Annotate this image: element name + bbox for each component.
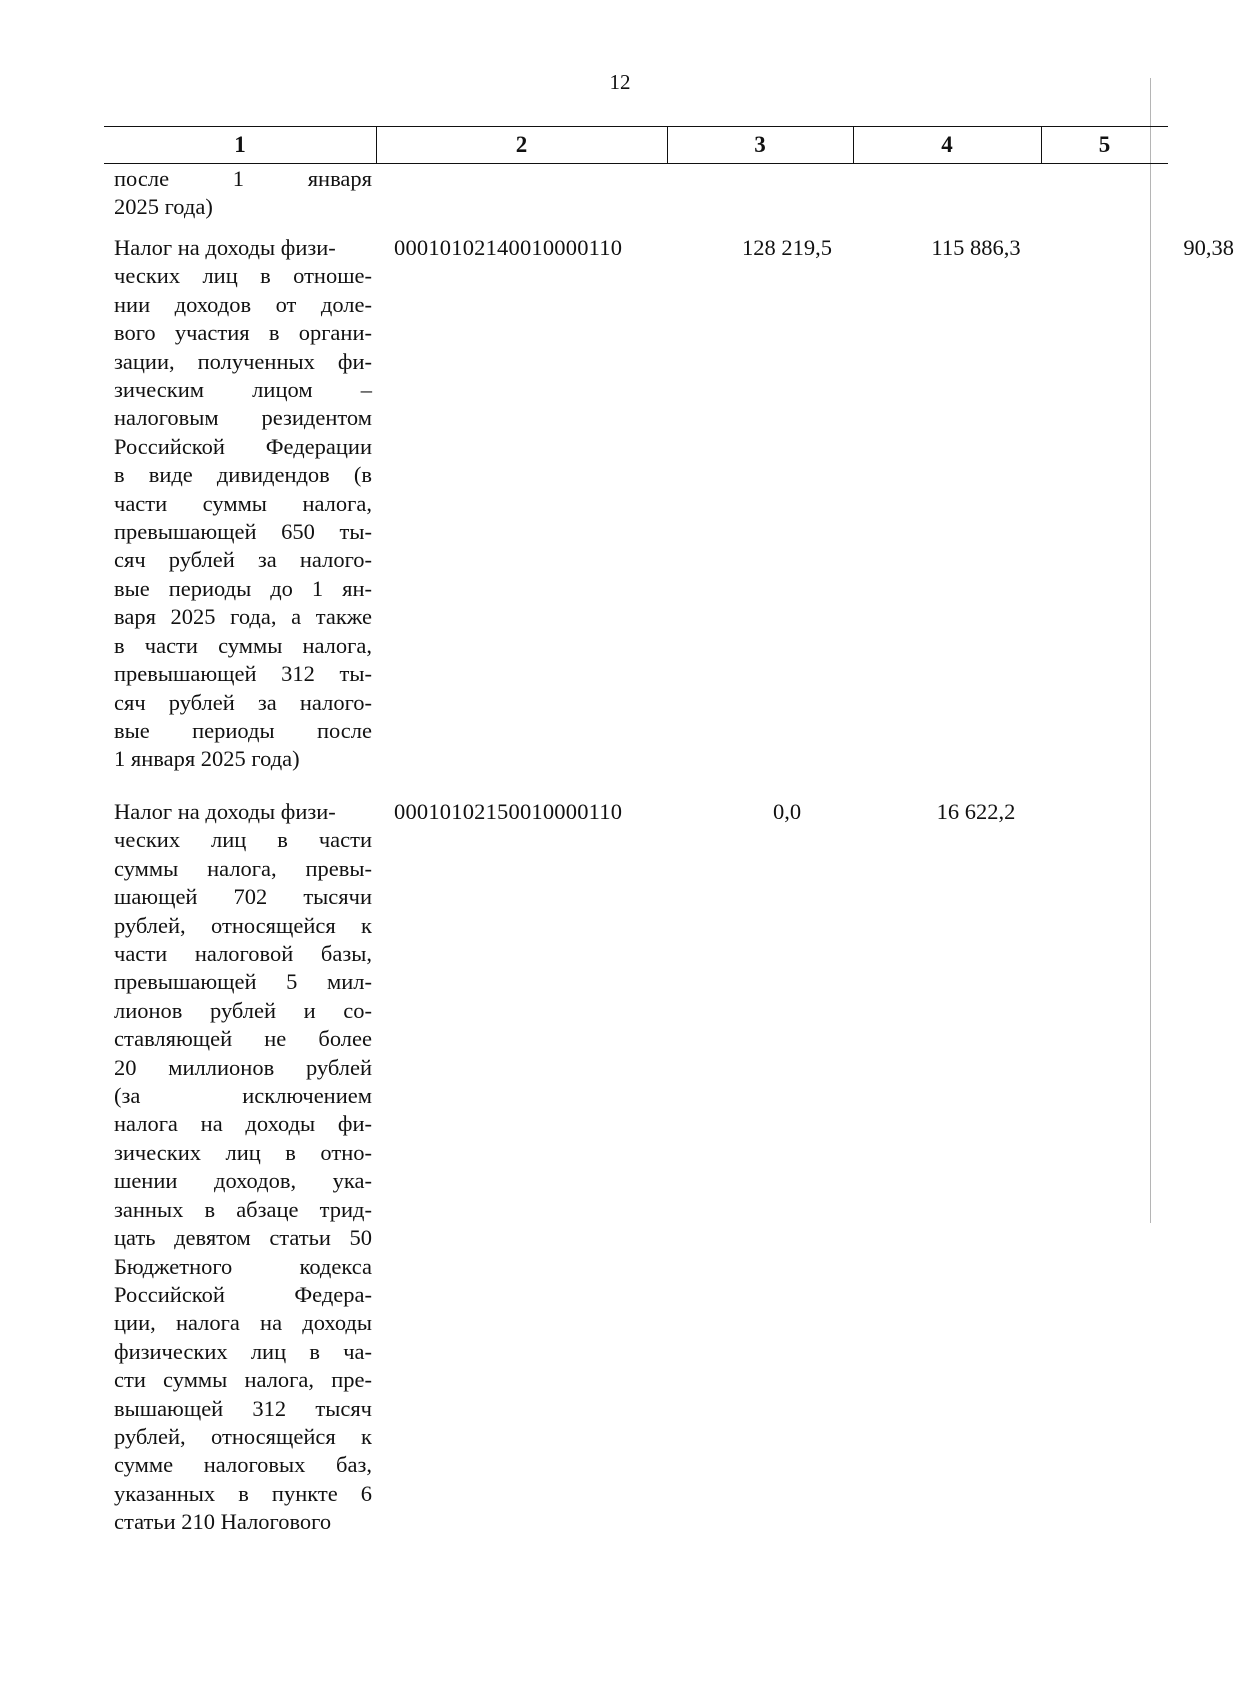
row-name-line: 20 миллионов рублей xyxy=(114,1054,372,1080)
row-name-line: Налог на доходы физи- xyxy=(114,235,336,260)
row-name-line: Российской Федера- xyxy=(114,1281,372,1307)
row-name-line: варя 2025 года, а также xyxy=(114,604,372,630)
row-name-line: ции, налога на доходы xyxy=(114,1310,372,1336)
row-name xyxy=(114,234,372,774)
row-value-col3: 0,0 xyxy=(772,799,802,824)
row-name-line: цать девятом статьи 50 xyxy=(114,1225,372,1251)
row-name-line: превышающей 312 ты- xyxy=(114,661,372,687)
row-code: 00010102140010000110 xyxy=(394,235,623,260)
row-name-line: после 1 января xyxy=(114,166,372,191)
row-name-line: в виде дивидендов (в xyxy=(114,462,372,488)
row-name-line: в части суммы налога, xyxy=(114,632,372,658)
row-name-line: части налоговой базы, xyxy=(114,941,372,967)
row-name-line: сяч рублей за налого- xyxy=(114,547,372,573)
table-header xyxy=(104,126,1168,164)
row-name-line: сти суммы налога, пре- xyxy=(114,1367,372,1393)
row-name-line: зации, полученных фи- xyxy=(114,348,372,374)
row-name-line: Бюджетного кодекса xyxy=(114,1253,372,1279)
row-name-line: вого участия в органи- xyxy=(114,320,372,346)
row-name-line: рублей, относящейся к xyxy=(114,1423,372,1449)
row-name-line: физических лиц в ча- xyxy=(114,1338,372,1364)
row-name-line: ставляющей не более xyxy=(114,1026,372,1052)
row-value-col4: 115 886,3 xyxy=(931,235,1021,260)
column-header-4: 4 xyxy=(941,132,953,157)
row-name-line: (за исключением xyxy=(114,1083,372,1109)
column-header-3: 3 xyxy=(754,132,766,157)
row-name-line: налога на доходы фи- xyxy=(114,1111,372,1137)
row-name xyxy=(114,165,372,222)
row-name-line: ческих лиц в отноше- xyxy=(114,263,372,289)
row-name xyxy=(114,798,372,1537)
row-name-line: Налог на доходы физи- xyxy=(114,799,336,824)
row-name-line: зическим лицом – xyxy=(114,377,372,403)
column-header-1: 1 xyxy=(234,132,246,157)
row-name-line: вые периоды до 1 ян- xyxy=(114,575,372,601)
row-name-line: шающей 702 тысячи xyxy=(114,884,372,910)
row-name-line: сяч рублей за налого- xyxy=(114,689,372,715)
page-number: 12 xyxy=(609,70,631,94)
row-name-line: 1 января 2025 года) xyxy=(114,746,300,772)
row-name-line: лионов рублей и со- xyxy=(114,997,372,1023)
row-name-line: Российской Федерации xyxy=(114,433,372,459)
row-name-line: зических лиц в отно- xyxy=(114,1139,372,1165)
row-name-line: вышающей 312 тысяч xyxy=(114,1395,372,1421)
row-name-line: рублей, относящейся к xyxy=(114,912,372,938)
row-name-line: занных в абзаце трид- xyxy=(114,1196,372,1222)
column-header-2: 2 xyxy=(515,132,528,157)
row-name-line: превышающей 650 ты- xyxy=(114,519,372,545)
row-value-col5: 90,38 xyxy=(1183,235,1234,260)
row-name-line: указанных в пункте 6 xyxy=(114,1480,372,1506)
row-name-line: суммы налога, превы- xyxy=(114,855,372,881)
row-code: 00010102150010000110 xyxy=(394,799,623,824)
row-value-col4: 16 622,2 xyxy=(936,799,1016,824)
row-value-col3: 128 219,5 xyxy=(742,235,832,260)
row-name-line: части суммы налога, xyxy=(114,490,372,516)
row-name-line: 2025 года) xyxy=(114,194,213,220)
row-name-line: налоговым резидентом xyxy=(114,405,372,431)
row-name-line: вые периоды после xyxy=(114,717,372,743)
column-header-5: 5 xyxy=(1098,132,1111,157)
row-name-line: статьи 210 Налогового xyxy=(114,1509,332,1535)
row-name-line: ческих лиц в части xyxy=(114,827,372,853)
row-name-line: нии доходов от доле- xyxy=(114,291,372,317)
row-name-line: шении доходов, ука- xyxy=(114,1168,372,1194)
row-name-line: сумме налоговых баз, xyxy=(114,1452,372,1478)
row-name-line: превышающей 5 мил- xyxy=(114,969,372,995)
